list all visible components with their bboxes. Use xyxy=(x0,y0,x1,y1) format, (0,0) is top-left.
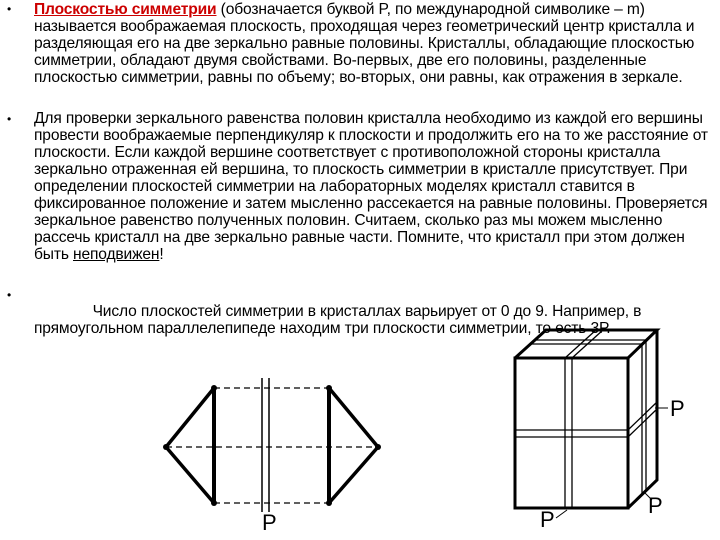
figure-mirror-halves xyxy=(163,378,381,512)
label-p-bottom-left: P xyxy=(540,507,555,532)
leader-bottom-left xyxy=(556,510,567,518)
label-p-right: P xyxy=(670,396,685,421)
verification-end: ! xyxy=(159,246,164,263)
count-text: Число плоскостей симметрии в кристаллах варьирует от 0 до 9. Например, в прямоугольном параллелепипеде находим три плоскости симметрии, то есть 3Р. xyxy=(34,303,646,337)
right-half-outline xyxy=(329,388,378,503)
figure-parallelepiped xyxy=(515,330,668,518)
bullet-2: • xyxy=(7,112,12,126)
label-p-bottom-right: P xyxy=(648,493,663,518)
bullet-1: • xyxy=(7,2,12,16)
term-symmetry-plane: Плоскостью симметрии xyxy=(34,1,217,18)
label-p-left: P xyxy=(262,510,277,535)
definition-text: (обозначается буквой P, по международной символике – m) называется воображаемая плоскость, проходящая через геометрический центр кристалла и разделяющая его на две зеркально равные половины. Кристаллы, обладающие плоскостью симметрии, обладают двумя свойствами. Во-первых, две его половины, разделенные плоскостью симметрии, равны по объему; во-вторых, они равны, как отражения в зеркале. xyxy=(34,1,695,86)
left-half-outline xyxy=(166,388,214,503)
verification-text: Для проверки зеркального равенства половин кристалла необходимо из каждой его вершины провести воображаемые перпендикуляр к плоскости и продолжить его на то же расстояние от плоскости. Если каждой вершине соответствует с противоположной стороны кристалла зеркально отраженная ей вершина, то плоскость симметрии в кристалле присутствует. При определении плоскостей симметрии на лабораторных моделях кристалл ставится в фиксированное положение и затем мысленно рассекается на равные половины. Проверяется зеркальное равенство полученных половин. Считаем, сколько раз мы можем мысленно рассечь кристалл на две зеркально равные части. Помните, что кристалл при этом должен быть xyxy=(34,110,708,263)
emphasis-motionless: неподвижен xyxy=(73,246,160,263)
bullet-3: • xyxy=(7,288,12,302)
